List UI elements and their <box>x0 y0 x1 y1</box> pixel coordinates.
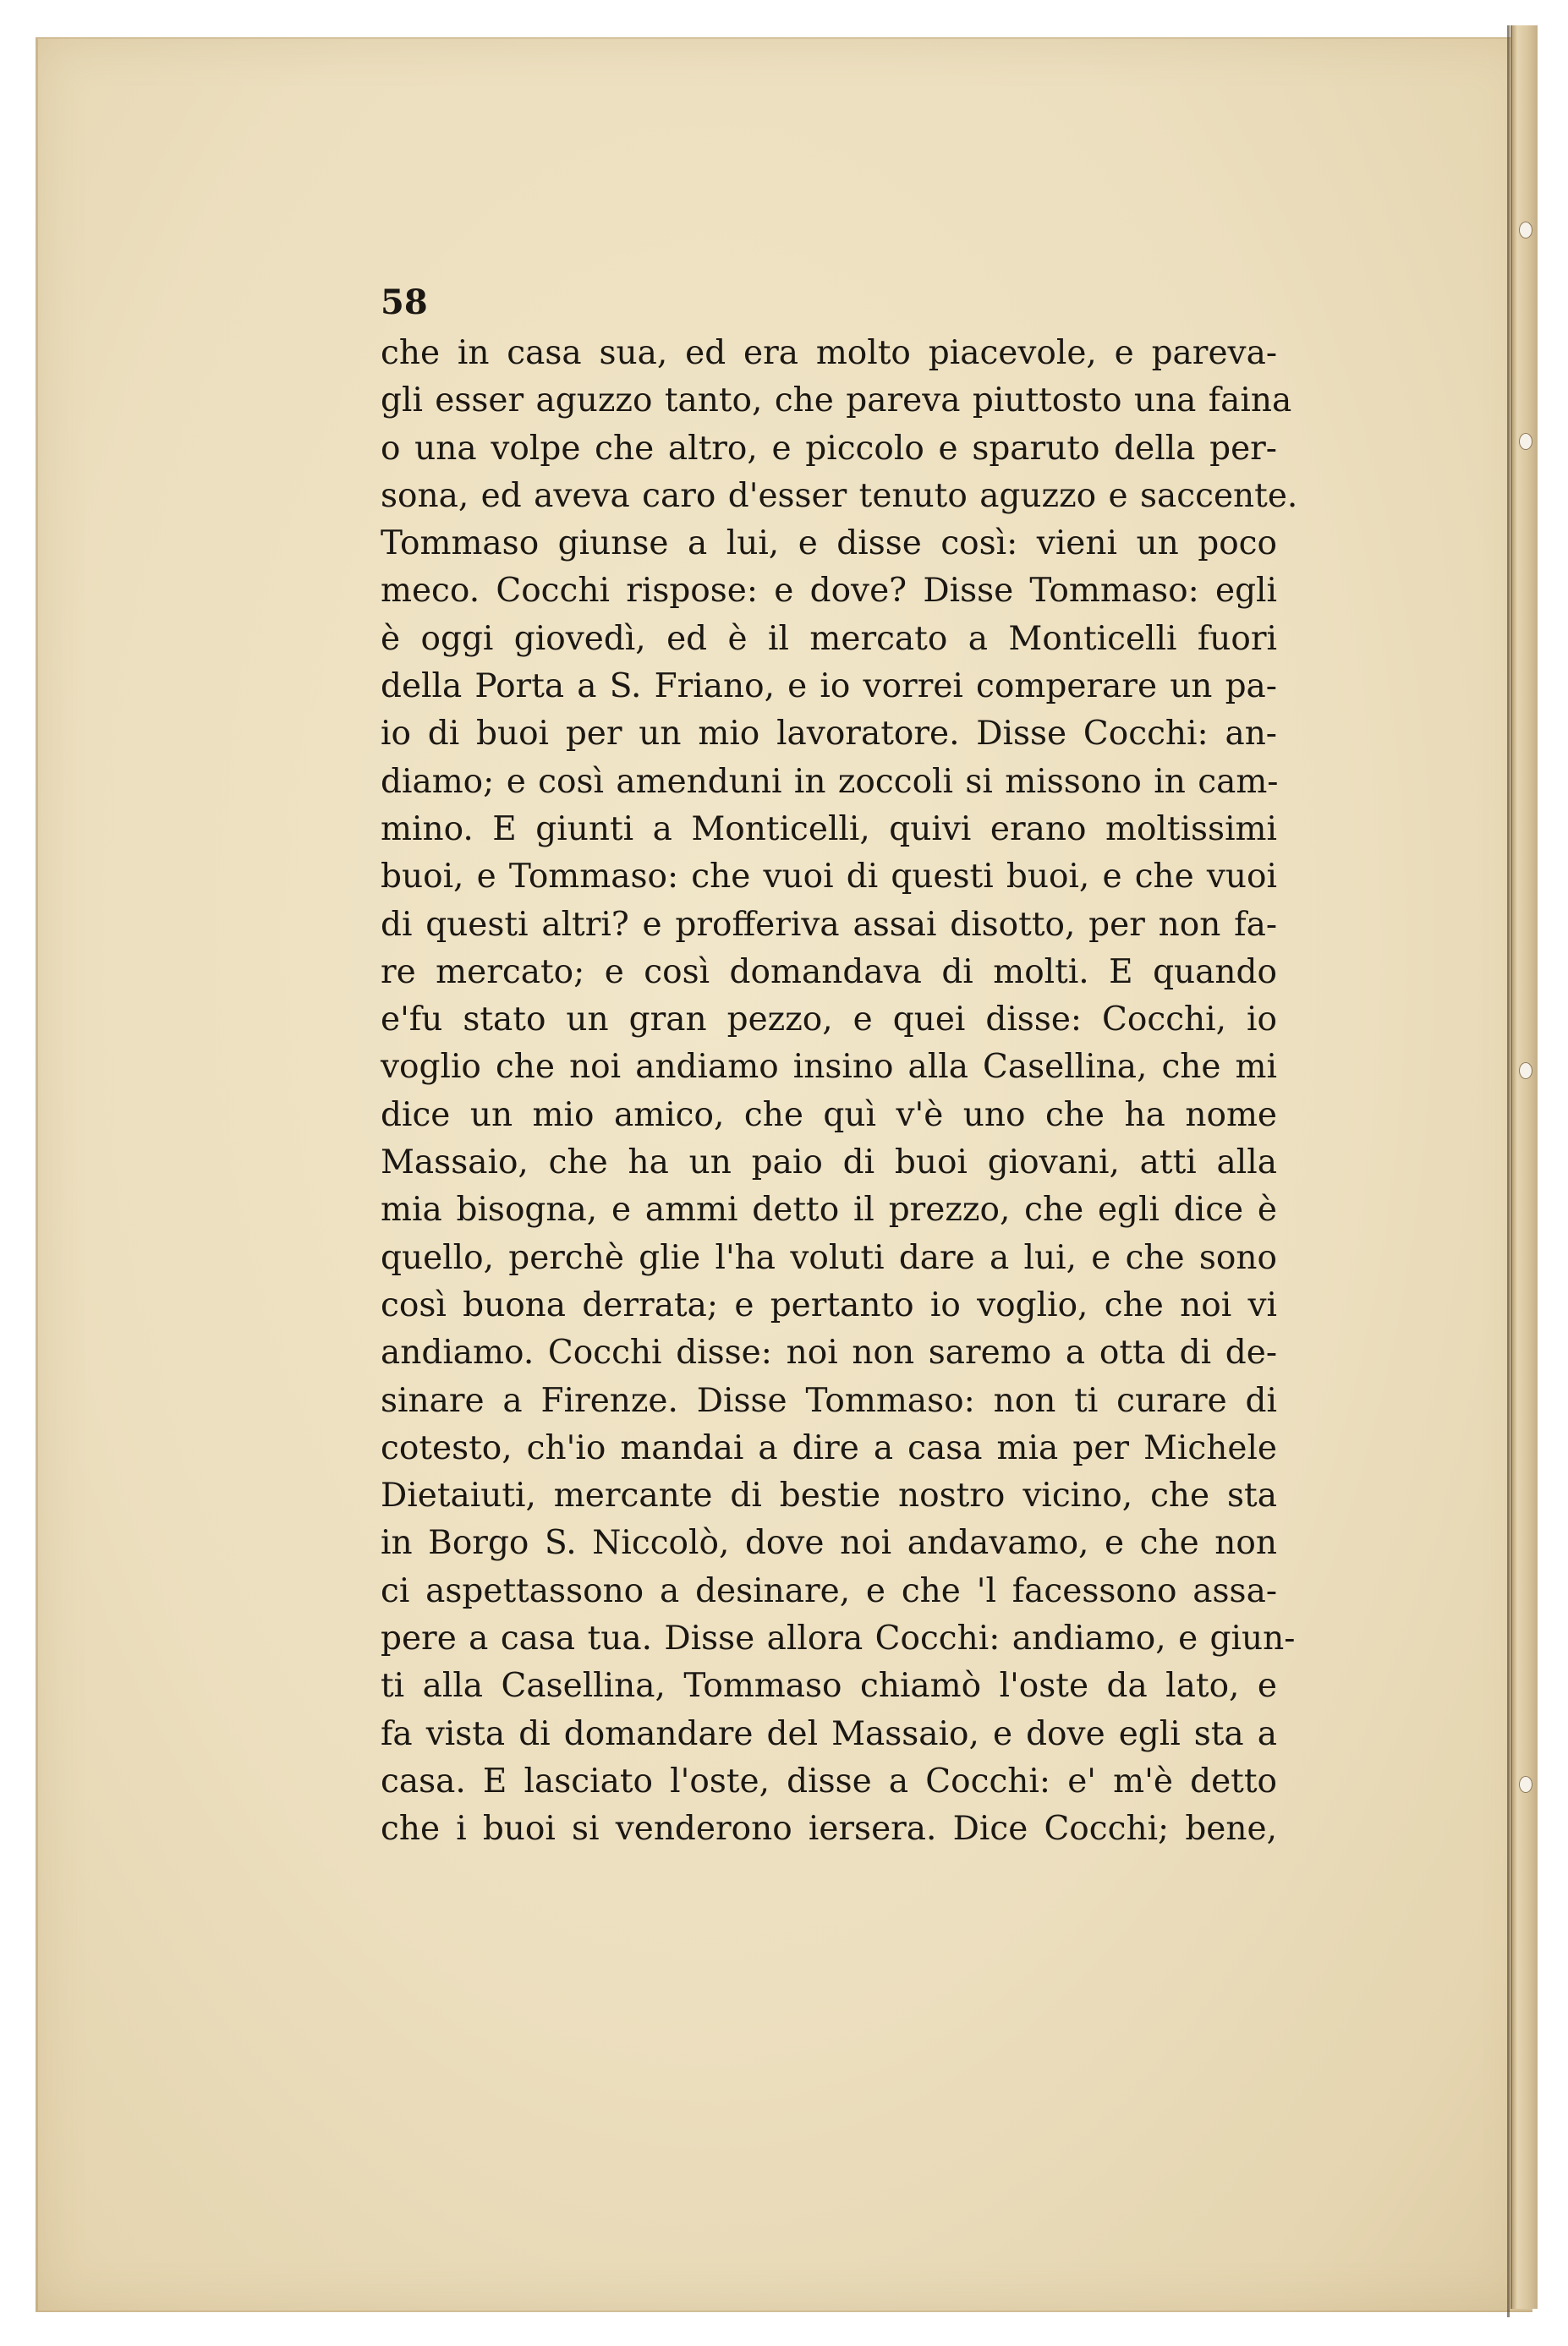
text-line: di questi altri? e profferiva assai disotto, per non fa- <box>381 905 1277 944</box>
text-line: dice un mio amico, che quì v'è uno che ha nome <box>381 1095 1277 1134</box>
text-line: meco. Cocchi rispose: e dove? Disse Tommaso: egli <box>381 572 1277 611</box>
text-line: cotesto, ch'io mandai a dire a casa mia per Michele <box>381 1428 1277 1467</box>
text-line: sinare a Firenze. Disse Tommaso: non ti curare di <box>381 1381 1277 1420</box>
binding-fold-line <box>1507 25 1510 2317</box>
text-line: voglio che noi andiamo insino alla Casellina, che mi <box>381 1048 1277 1087</box>
text-line: io di buoi per un mio lavoratore. Disse Cocchi: an- <box>381 715 1277 754</box>
binding-hole-icon <box>1519 1776 1532 1793</box>
text-line: Massaio, che ha un paio di buoi giovani, atti alla <box>381 1143 1277 1182</box>
text-line: diamo; e così amenduni in zoccoli si missono in cam- <box>381 762 1279 801</box>
text-line: re mercato; e così domandava di molti. E quando <box>381 952 1277 991</box>
text-line: che in casa sua, ed era molto piacevole, e pareva- <box>381 334 1277 372</box>
text-line: buoi, e Tommaso: che vuoi di questi buoi, e che vuoi <box>381 858 1277 896</box>
text-line: andiamo. Cocchi disse: noi non saremo a otta di de- <box>381 1334 1277 1373</box>
page-number: 58 <box>381 282 428 322</box>
text-line: della Porta a S. Friano, e io vorrei comperare un pa- <box>381 667 1277 706</box>
text-line: gli esser aguzzo tanto, che pareva piuttosto una faina <box>381 381 1292 420</box>
text-line: casa. E lasciato l'oste, disse a Cocchi: e' m'è detto <box>381 1762 1277 1801</box>
text-line: così buona derrata; e pertanto io voglio, che noi vi <box>381 1285 1277 1324</box>
text-line: in Borgo S. Niccolò, dove noi andavamo, e che non <box>381 1524 1277 1563</box>
text-line: ci aspettassono a desinare, e che 'l facessono assa- <box>381 1571 1277 1610</box>
text-line: Dietaiuti, mercante di bestie nostro vicino, che sta <box>381 1477 1277 1516</box>
text-line: sona, ed aveva caro d'esser tenuto aguzzo e saccente. <box>381 476 1298 515</box>
text-line: mia bisogna, e ammi detto il prezzo, che egli dice è <box>381 1191 1277 1230</box>
text-line: ti alla Casellina, Tommaso chiamò l'oste da lato, e <box>381 1667 1277 1706</box>
text-line: quello, perchè glie l'ha voluti dare a lui, e che sono <box>381 1238 1277 1277</box>
text-line: è oggi giovedì, ed è il mercato a Monticelli fuori <box>381 619 1277 658</box>
text-line: che i buoi si venderono iersera. Dice Cocchi; bene, <box>381 1810 1277 1849</box>
binding-hole-icon <box>1519 222 1532 238</box>
page-text-block <box>381 277 1298 1854</box>
text-line: Tommaso giunse a lui, e disse così: vieni un poco <box>381 524 1277 563</box>
text-line: o una volpe che altro, e piccolo e sparuto della per- <box>381 429 1277 468</box>
text-line: e'fu stato un gran pezzo, e quei disse: Cocchi, io <box>381 1000 1277 1039</box>
binding-edge <box>1510 25 1538 2309</box>
binding-hole-icon <box>1519 1062 1532 1079</box>
text-line: fa vista di domandare del Massaio, e dove egli sta a <box>381 1714 1277 1753</box>
text-line: mino. E giunti a Monticelli, quivi erano moltissimi <box>381 809 1277 848</box>
text-line: pere a casa tua. Disse allora Cocchi: andiamo, e giun- <box>381 1620 1296 1658</box>
binding-hole-icon <box>1519 433 1532 450</box>
